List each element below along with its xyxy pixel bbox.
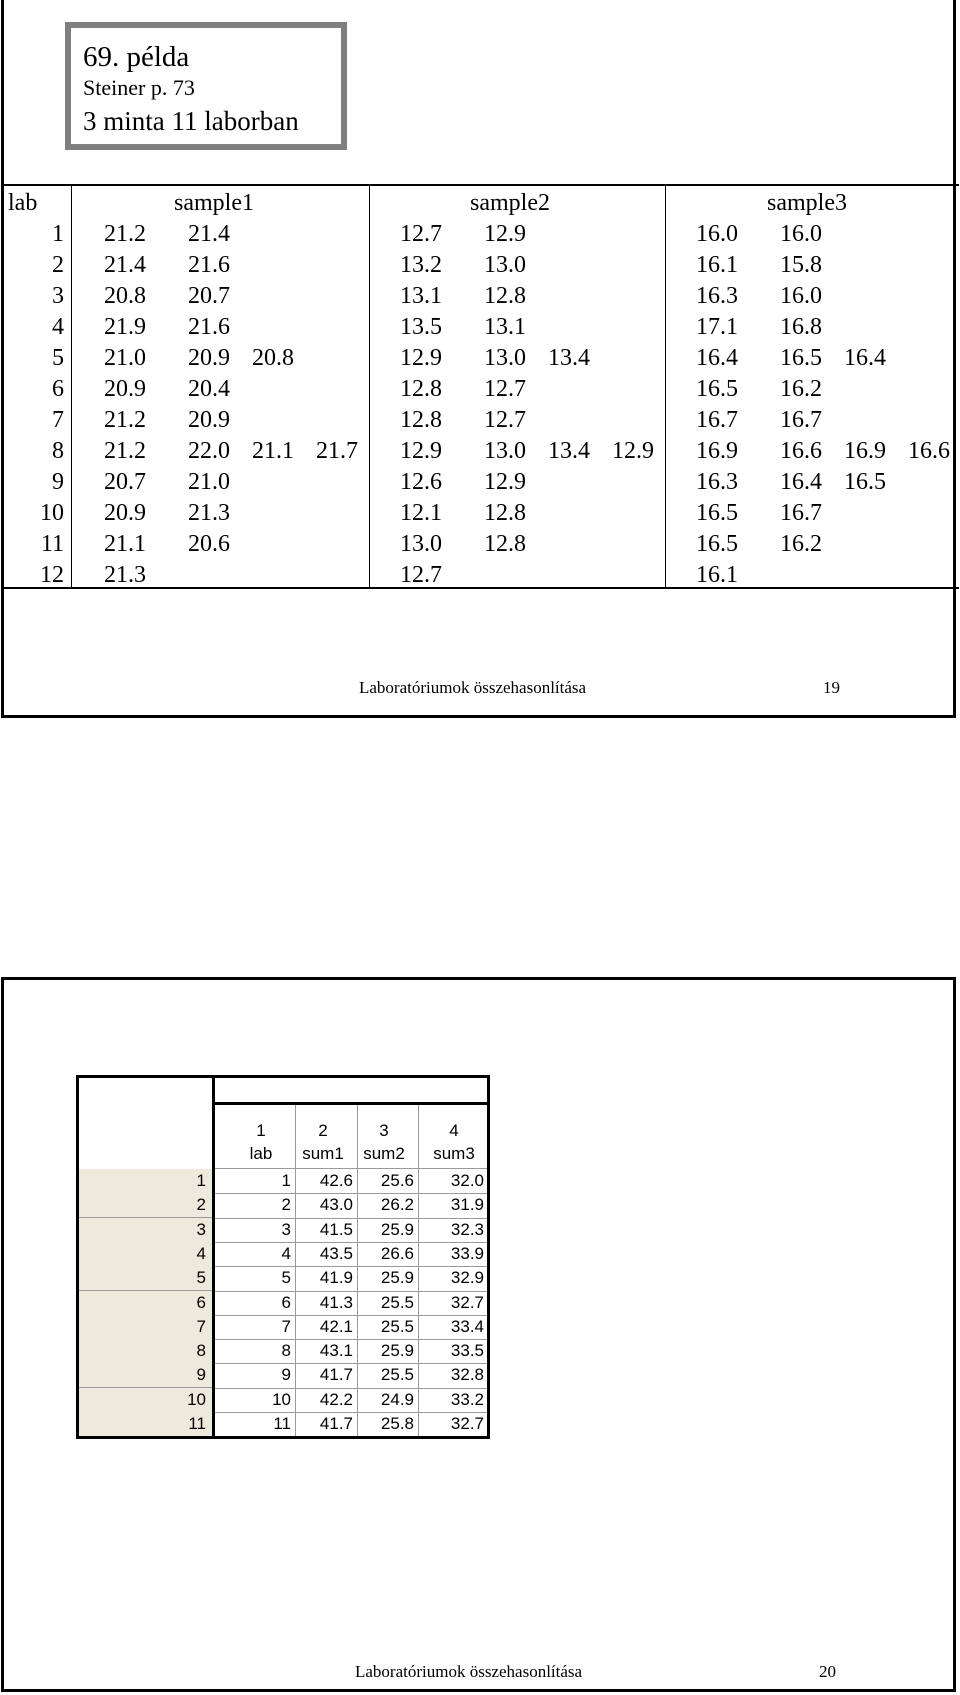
lab-number: 7 xyxy=(52,407,64,433)
grid-cell: 41.9 xyxy=(319,1268,353,1288)
measurement-s3: 16.6 xyxy=(908,438,950,464)
measurement-s2: 12.8 xyxy=(484,283,526,309)
grid-cell: 41.5 xyxy=(319,1219,353,1239)
column-name: lab xyxy=(249,1144,273,1163)
measurement-s2: 13.2 xyxy=(400,252,442,278)
grid-cell: 41.3 xyxy=(319,1292,353,1312)
measurement-s2: 12.7 xyxy=(484,407,526,433)
measurement-s3: 16.7 xyxy=(696,407,738,433)
measurement-s2: 12.1 xyxy=(400,500,442,526)
header-sample3: sample3 xyxy=(767,190,847,216)
row-number: 8 xyxy=(196,1341,206,1361)
measurement-s3: 16.9 xyxy=(696,438,738,464)
grid-cell: 25.9 xyxy=(380,1268,414,1288)
measurement-s3: 16.2 xyxy=(780,376,822,402)
measurement-s3: 16.5 xyxy=(780,345,822,371)
grid-cell: 26.2 xyxy=(380,1195,414,1215)
grid-cell: 43.0 xyxy=(319,1195,353,1215)
measurement-s1: 21.1 xyxy=(104,531,146,557)
measurement-s2: 12.8 xyxy=(400,376,442,402)
grid-cell: 25.5 xyxy=(380,1365,414,1385)
measurement-s3: 16.7 xyxy=(780,500,822,526)
grid-cell: 31.9 xyxy=(450,1195,484,1215)
grid-cell: 26.6 xyxy=(380,1243,414,1263)
measurement-s3: 16.8 xyxy=(780,314,822,340)
measurement-s1: 21.6 xyxy=(188,252,230,278)
measurement-s3: 16.3 xyxy=(696,469,738,495)
grid-cell: 43.5 xyxy=(319,1243,353,1263)
row-number: 4 xyxy=(196,1243,206,1263)
table-column-divider xyxy=(71,185,72,588)
grid-cell: 11 xyxy=(273,1414,291,1433)
grid-cell: 32.9 xyxy=(450,1268,484,1288)
measurement-s2: 13.4 xyxy=(548,345,590,371)
slide-footer: Laboratóriumok összehasonlítása xyxy=(355,1662,583,1681)
measurement-s2: 12.9 xyxy=(612,438,654,464)
measurement-s1: 21.6 xyxy=(188,314,230,340)
measurement-s2: 12.9 xyxy=(400,438,442,464)
measurement-s2: 12.6 xyxy=(400,469,442,495)
measurement-s3: 17.1 xyxy=(696,314,738,340)
grid-cell: 32.8 xyxy=(450,1365,484,1385)
grid-cell: 24.9 xyxy=(380,1389,414,1409)
grid-cell: 32.3 xyxy=(450,1219,484,1239)
grid-cell: 9 xyxy=(281,1365,291,1385)
measurement-s3: 16.5 xyxy=(844,469,886,495)
grid-cell: 33.5 xyxy=(450,1341,484,1361)
lab-number: 11 xyxy=(40,531,64,557)
measurement-s1: 20.9 xyxy=(188,407,230,433)
measurement-s2: 12.8 xyxy=(484,531,526,557)
title-box xyxy=(65,22,347,150)
grid-cell: 25.5 xyxy=(380,1316,414,1336)
measurement-s1: 21.0 xyxy=(188,469,230,495)
measurement-s1: 21.1 xyxy=(252,438,294,464)
slide-20 xyxy=(1,977,956,1692)
grid-cell: 42.1 xyxy=(319,1316,353,1336)
measurement-s2: 12.8 xyxy=(400,407,442,433)
row-number: 10 xyxy=(187,1389,206,1409)
measurement-s1: 20.4 xyxy=(188,376,230,402)
lab-number: 12 xyxy=(40,562,64,588)
measurement-s2: 13.5 xyxy=(400,314,442,340)
data-grid-blank-header xyxy=(212,1075,490,1105)
measurement-s1: 21.2 xyxy=(104,438,146,464)
measurement-s1: 21.7 xyxy=(316,438,358,464)
column-number: 2 xyxy=(318,1121,328,1140)
measurement-s3: 16.4 xyxy=(844,345,886,371)
grid-cell: 1 xyxy=(281,1171,291,1190)
grid-cell: 32.0 xyxy=(450,1171,484,1190)
data-grid-frame xyxy=(76,1075,490,1439)
page-number: 20 xyxy=(819,1662,836,1681)
measurement-s2: 13.4 xyxy=(548,438,590,464)
measurement-s3: 16.4 xyxy=(780,469,822,495)
measurement-s3: 16.5 xyxy=(696,531,738,557)
measurement-s1: 21.0 xyxy=(104,345,146,371)
measurement-s2: 13.1 xyxy=(484,314,526,340)
grid-cell: 25.5 xyxy=(380,1292,414,1312)
row-number: 5 xyxy=(196,1268,206,1288)
lab-number: 4 xyxy=(52,314,64,340)
lab-number: 2 xyxy=(52,252,64,278)
measurement-s3: 16.3 xyxy=(696,283,738,309)
measurement-s2: 13.1 xyxy=(400,283,442,309)
grid-cell: 43.1 xyxy=(319,1341,353,1361)
column-name: sum3 xyxy=(433,1144,475,1163)
grid-cell: 32.7 xyxy=(450,1292,484,1312)
measurement-s1: 21.2 xyxy=(104,221,146,247)
row-number: 6 xyxy=(196,1292,206,1312)
measurement-s1: 21.3 xyxy=(188,500,230,526)
measurement-s3: 16.5 xyxy=(696,500,738,526)
grid-cell: 25.6 xyxy=(380,1171,414,1190)
column-number: 3 xyxy=(379,1121,389,1140)
grid-cell: 25.8 xyxy=(380,1414,414,1433)
measurement-s2: 13.0 xyxy=(484,252,526,278)
grid-cell: 33.2 xyxy=(450,1389,484,1409)
column-name: sum1 xyxy=(302,1144,344,1163)
measurement-s2: 12.9 xyxy=(484,469,526,495)
measurement-s1: 22.0 xyxy=(188,438,230,464)
grid-cell: 33.9 xyxy=(450,1243,484,1263)
slide-subtitle-reference: Steiner p. 73 xyxy=(83,75,195,100)
measurement-s2: 12.8 xyxy=(484,500,526,526)
grid-cell: 32.7 xyxy=(450,1414,484,1433)
measurement-s1: 21.4 xyxy=(104,252,146,278)
measurement-s1: 20.9 xyxy=(104,500,146,526)
measurement-s2: 12.7 xyxy=(400,221,442,247)
measurement-s2: 12.9 xyxy=(484,221,526,247)
lab-number: 1 xyxy=(52,221,64,247)
table-column-divider xyxy=(665,185,666,588)
column-name: sum2 xyxy=(363,1144,405,1163)
header-lab: lab xyxy=(8,190,38,216)
row-number: 7 xyxy=(196,1316,206,1336)
measurement-s1: 21.3 xyxy=(104,562,146,588)
measurement-s2: 13.0 xyxy=(484,438,526,464)
measurement-s2: 12.7 xyxy=(484,376,526,402)
row-number: 2 xyxy=(196,1195,206,1215)
measurement-s3: 16.9 xyxy=(844,438,886,464)
measurement-s2: 12.9 xyxy=(400,345,442,371)
row-number: 9 xyxy=(196,1365,206,1385)
measurement-s3: 16.7 xyxy=(780,407,822,433)
measurement-s1: 20.9 xyxy=(188,345,230,371)
row-number: 11 xyxy=(188,1414,206,1433)
measurement-s3: 16.1 xyxy=(696,562,738,588)
measurement-s1: 21.4 xyxy=(188,221,230,247)
grid-cell: 41.7 xyxy=(319,1365,353,1385)
grid-cell: 10 xyxy=(272,1389,291,1409)
measurement-s1: 20.7 xyxy=(104,469,146,495)
grid-cell: 3 xyxy=(281,1219,291,1239)
data-grid-rowheader-divider xyxy=(212,1075,215,1439)
measurement-s1: 21.2 xyxy=(104,407,146,433)
grid-cell: 7 xyxy=(281,1316,291,1336)
slide-footer: Laboratóriumok összehasonlítása xyxy=(359,678,587,697)
page-number: 19 xyxy=(823,678,840,697)
grid-cell: 8 xyxy=(281,1341,291,1361)
measurement-s3: 16.2 xyxy=(780,531,822,557)
measurement-s3: 16.6 xyxy=(780,438,822,464)
slide-19 xyxy=(1,0,956,718)
lab-number: 3 xyxy=(52,283,64,309)
lab-number: 10 xyxy=(40,500,64,526)
measurement-s3: 16.0 xyxy=(780,283,822,309)
grid-cell: 42.2 xyxy=(319,1389,353,1409)
grid-cell: 4 xyxy=(281,1243,291,1263)
measurement-s3: 16.0 xyxy=(780,221,822,247)
measurement-s3: 16.4 xyxy=(696,345,738,371)
slide-subtitle: 3 minta 11 laborban xyxy=(83,106,299,136)
grid-cell: 2 xyxy=(281,1195,291,1215)
lab-number: 5 xyxy=(52,345,64,371)
column-number: 4 xyxy=(449,1121,459,1140)
measurement-s1: 20.8 xyxy=(252,345,294,371)
measurement-s3: 16.0 xyxy=(696,221,738,247)
measurement-s1: 20.6 xyxy=(188,531,230,557)
lab-number: 9 xyxy=(52,469,64,495)
grid-cell: 33.4 xyxy=(450,1316,484,1336)
measurement-s2: 13.0 xyxy=(400,531,442,557)
measurement-s1: 20.9 xyxy=(104,376,146,402)
measurement-s3: 16.1 xyxy=(696,252,738,278)
measurement-s1: 21.9 xyxy=(104,314,146,340)
grid-cell: 6 xyxy=(281,1292,291,1312)
table-bottom-rule xyxy=(4,587,959,589)
column-number: 1 xyxy=(256,1121,266,1140)
lab-number: 6 xyxy=(52,376,64,402)
lab-number: 8 xyxy=(52,438,64,464)
measurement-s3: 15.8 xyxy=(780,252,822,278)
grid-cell: 5 xyxy=(281,1268,291,1288)
measurement-s1: 20.7 xyxy=(188,283,230,309)
measurement-s1: 20.8 xyxy=(104,283,146,309)
row-number: 1 xyxy=(196,1171,206,1190)
grid-cell: 41.7 xyxy=(319,1414,353,1433)
measurement-s2: 12.7 xyxy=(400,562,442,588)
measurement-s3: 16.5 xyxy=(696,376,738,402)
grid-cell: 42.6 xyxy=(319,1171,353,1190)
row-number: 3 xyxy=(196,1219,206,1239)
header-sample1: sample1 xyxy=(174,190,254,216)
table-column-divider xyxy=(369,185,370,588)
grid-cell: 25.9 xyxy=(380,1341,414,1361)
grid-cell: 25.9 xyxy=(380,1219,414,1239)
table-top-rule xyxy=(4,184,959,186)
measurement-s2: 13.0 xyxy=(484,345,526,371)
slide-title: 69. példa xyxy=(83,41,190,73)
header-sample2: sample2 xyxy=(470,190,550,216)
